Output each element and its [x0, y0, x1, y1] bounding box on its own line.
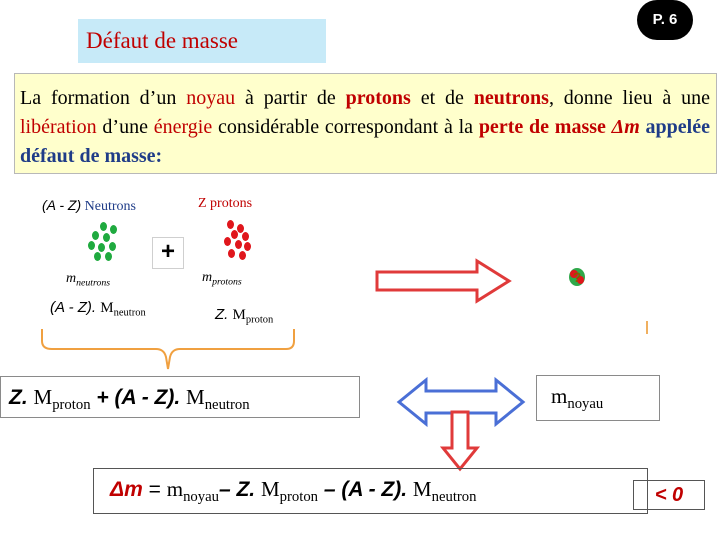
term-perte-de-masse: perte de masse	[478, 116, 606, 138]
intro-text: La formation d’un	[20, 87, 187, 109]
nucleus-icon	[569, 268, 585, 286]
plus-sign: +	[152, 237, 184, 269]
intro-text: à partir de	[235, 87, 346, 109]
sum-formula-box: Z. $M_{proton} + (A - Z)$. $M_{neutron}$	[0, 376, 360, 418]
intro-text: d’une	[96, 116, 154, 138]
neutron-cluster-icon	[88, 222, 120, 262]
protons-label: Z protons	[198, 196, 253, 211]
intro-text: et de	[410, 87, 474, 109]
neutron-mass-label: (A - Z). $M_{neutron}$	[50, 299, 146, 319]
term-neutrons: neutrons	[473, 87, 549, 109]
term-energie: énergie	[153, 116, 213, 138]
slide-title: Défaut de masse	[78, 19, 326, 63]
m-noyau-box: $m_{noyau}$	[536, 375, 660, 421]
term-delta-m: Δm	[611, 116, 640, 138]
proton-cluster-icon	[222, 220, 254, 262]
formation-arrow-icon	[375, 258, 512, 304]
brace-bracket-icon	[38, 327, 300, 371]
page-number-badge: P. 6	[637, 0, 693, 40]
neutrons-label: (A - Z) Neutrons	[42, 197, 136, 214]
m-neutrons-label: $m_{neutrons}$	[66, 271, 111, 289]
question-mark: ?	[572, 269, 582, 285]
intro-text: , donne lieu à une	[548, 87, 710, 109]
less-than-zero-box: < 0	[633, 480, 705, 510]
delta-m-formula-box: $\Delta m = m_{noyau}-$ Z. $M_{proton} - (A - Z)$. $M_{neutron}$	[93, 468, 648, 514]
term-protons: protons	[345, 87, 411, 109]
m-protons-label: $m_{protons}$	[202, 270, 242, 288]
term-liberation: libération	[20, 116, 97, 138]
proton-mass-label: Z. $M_{proton}$	[215, 306, 274, 326]
tick-mark	[646, 321, 648, 334]
intro-paragraph	[14, 73, 717, 174]
intro-text: considérable correspondant à la	[212, 116, 479, 138]
down-arrow-icon	[440, 410, 480, 472]
term-noyau: noyau	[186, 87, 236, 109]
term-defaut-de-masse: appelée défaut de masse:	[20, 116, 710, 167]
